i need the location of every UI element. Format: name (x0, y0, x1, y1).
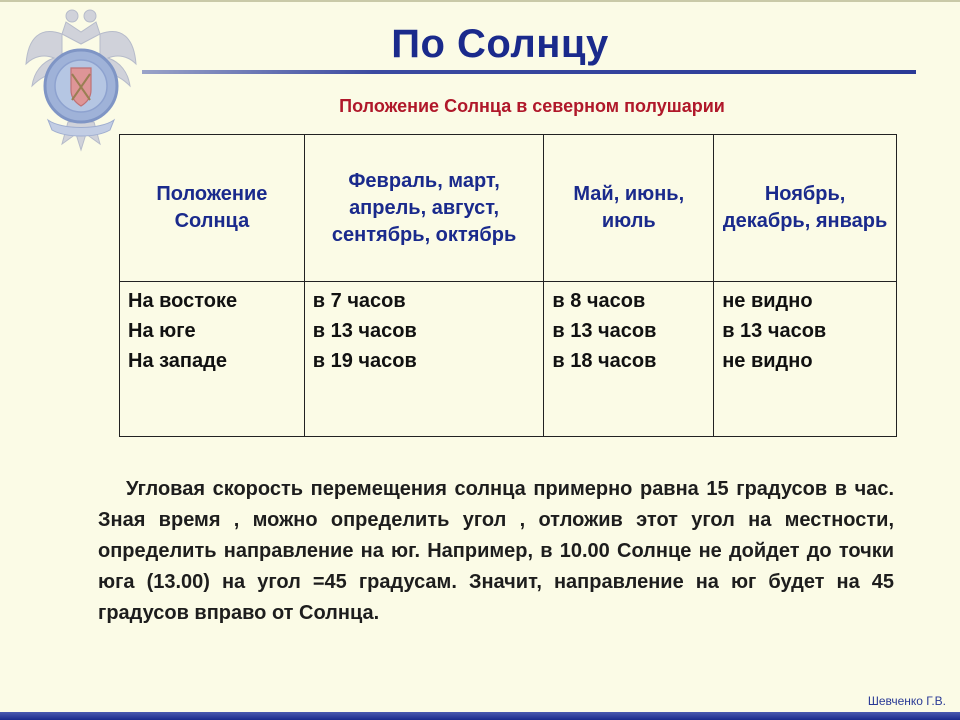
sun-position-table (119, 134, 897, 437)
header-winter: Ноябрь, декабрь, январь (714, 135, 897, 282)
explanation-paragraph: Угловая скорость перемещения солнца примерно равна 15 градусов в час. Зная время , можно определить угол , отложив этот угол на местности, определить направление на юг. Например, в 10.00 Солнце не дойдет до точки юга (13.00) на угол =45 градусам. Значит, направление на юг будет на 45 градусов вправо от Солнца. (98, 478, 894, 624)
cell-winter-times (714, 282, 897, 437)
header-sun-position: Положение Солнца (120, 135, 305, 282)
time-east: в 8 часов (552, 290, 646, 312)
time-south: в 13 часов (722, 320, 827, 342)
time-east: не видно (722, 290, 813, 312)
author-credit: Шевченко Г.В. (867, 694, 946, 708)
cell-spring-autumn-times (304, 282, 544, 437)
bottom-bar (0, 712, 960, 720)
time-east: в 7 часов (312, 290, 406, 312)
slide-title: По Солнцу (391, 22, 609, 66)
time-west: в 18 часов (552, 350, 657, 372)
time-west: в 19 часов (312, 350, 417, 372)
cell-summer-times (544, 282, 714, 437)
header-summer: Май, июнь, июль (544, 135, 714, 282)
header-spring-autumn: Февраль, март, апрель, август, сентябрь, октябрь (304, 135, 544, 282)
top-divider (0, 0, 960, 2)
time-south: в 13 часов (552, 320, 657, 342)
direction-east: На востоке (128, 290, 238, 312)
table-caption: Положение Солнца в северном полушарии (339, 96, 725, 116)
cell-directions (120, 282, 305, 437)
time-south: в 13 часов (312, 320, 417, 342)
direction-west: На западе (128, 350, 227, 372)
title-underline (142, 70, 916, 74)
time-west: не видно (722, 350, 813, 372)
table-header-row (120, 135, 897, 282)
direction-south: На юге (128, 320, 196, 342)
table-row (120, 282, 897, 437)
